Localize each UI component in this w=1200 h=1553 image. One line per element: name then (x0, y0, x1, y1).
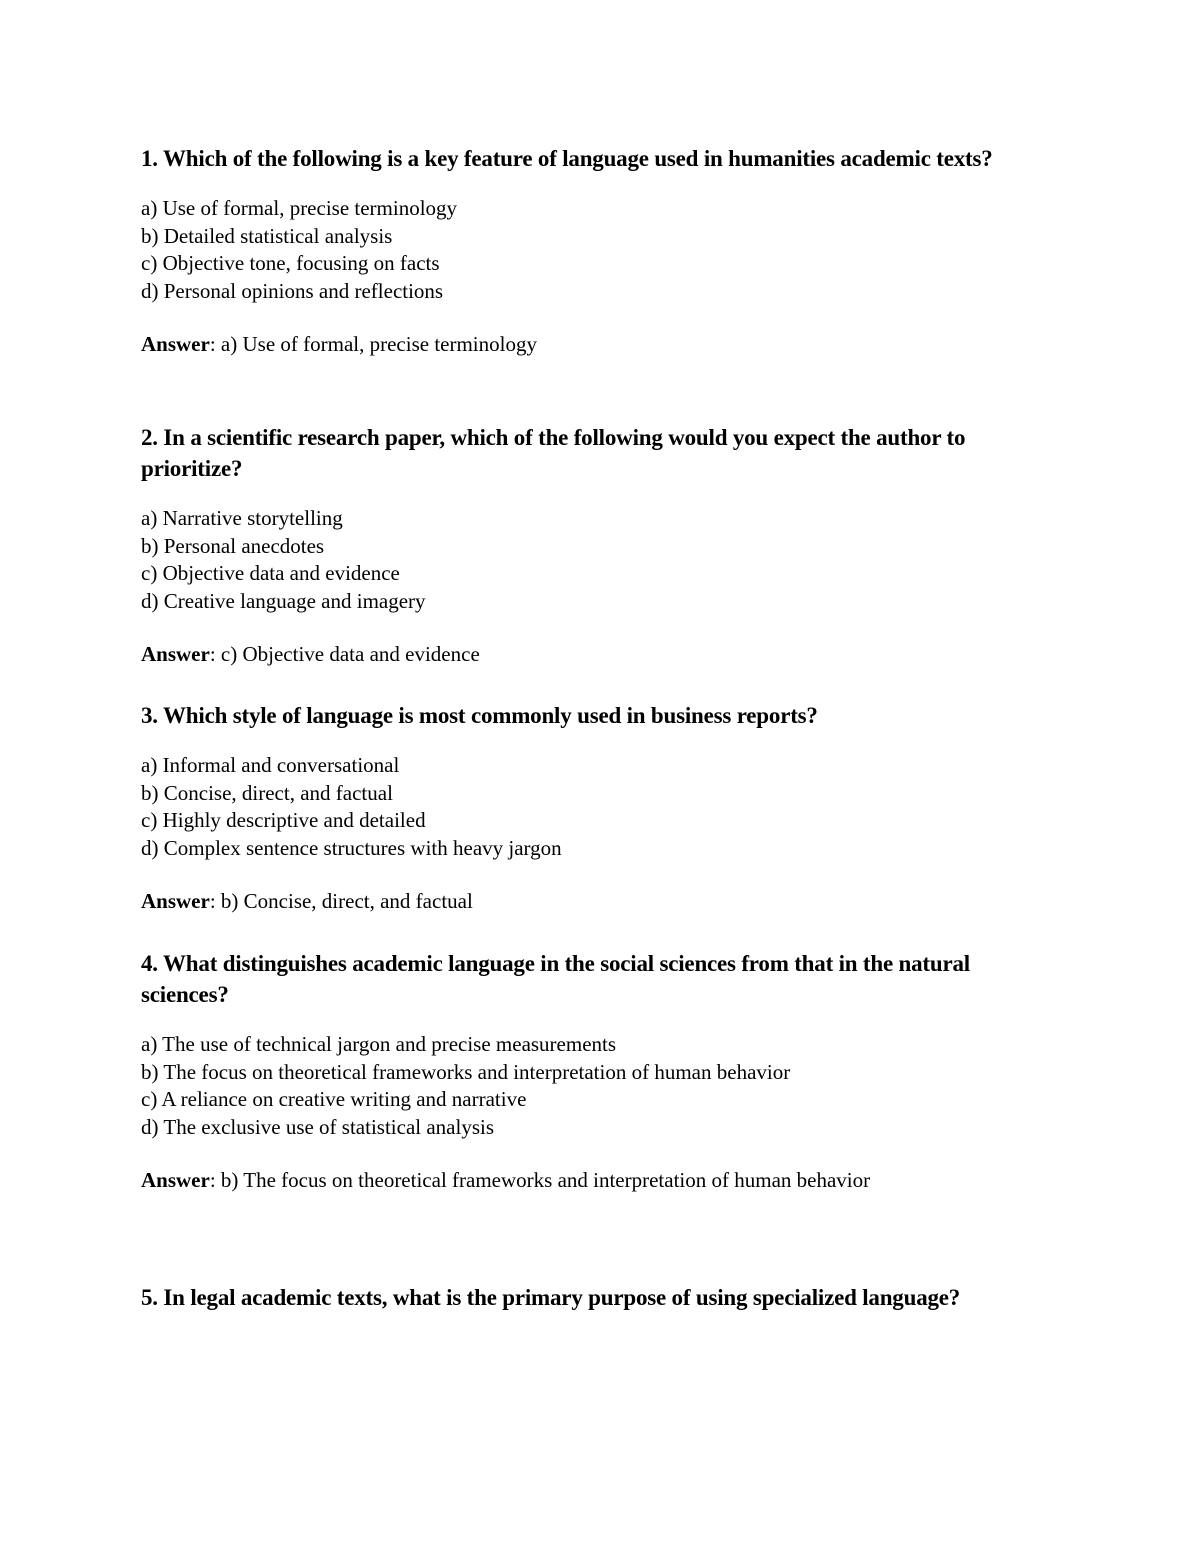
question-number: 3. (141, 703, 158, 728)
answer-label: Answer (141, 332, 210, 356)
option-b: b) Concise, direct, and factual (141, 780, 393, 805)
option-a: a) Narrative storytelling (141, 506, 343, 530)
option-a: a) The use of technical jargon and precise measurements (141, 1032, 617, 1056)
question-text: In legal academic texts, what is the primary purpose of using specialized language? (163, 1285, 961, 1310)
answer-line (141, 331, 1061, 359)
option-d: d) Personal opinions and reflections (141, 278, 444, 303)
question-number: 5. (141, 1285, 158, 1310)
question-4 (141, 948, 1061, 1195)
question-3 (141, 700, 1061, 916)
answer-text: : c) Objective data and evidence (209, 642, 480, 666)
options-list (141, 1031, 1061, 1141)
option-c: c) Objective data and evidence (141, 561, 400, 585)
option-b: b) Personal anecdotes (141, 533, 325, 558)
question-2 (141, 422, 1061, 669)
question-5 (141, 1282, 1061, 1313)
answer-label: Answer (141, 889, 210, 913)
question-title (141, 422, 1061, 484)
answer-line (141, 641, 1061, 669)
option-d: d) The exclusive use of statistical analysis (141, 1114, 495, 1139)
options-list (141, 752, 1061, 862)
question-text: Which of the following is a key feature of language used in humanities academic texts? (163, 146, 993, 171)
answer-label: Answer (141, 642, 210, 666)
answer-text: : b) The focus on theoretical frameworks and interpretation of human behavior (209, 1168, 871, 1192)
question-number: 2. (141, 425, 158, 450)
question-number: 4. (141, 951, 158, 976)
question-text: Which style of language is most commonly used in business reports? (163, 703, 818, 728)
option-a: a) Informal and conversational (141, 753, 400, 777)
question-title (141, 1282, 1061, 1313)
answer-text: : a) Use of formal, precise terminology (209, 332, 537, 356)
question-title (141, 700, 1061, 731)
option-c: c) Highly descriptive and detailed (141, 808, 426, 832)
answer-label: Answer (141, 1168, 210, 1192)
option-a: a) Use of formal, precise terminology (141, 196, 458, 220)
question-text: In a scientific research paper, which of the following would you expect the author to prioritize? (141, 425, 966, 481)
question-title (141, 948, 1061, 1010)
question-1 (141, 143, 1061, 359)
question-text: What distinguishes academic language in the social sciences from that in the natural sciences? (141, 951, 970, 1007)
question-title (141, 143, 1061, 174)
answer-text: : b) Concise, direct, and factual (209, 889, 473, 913)
option-b: b) Detailed statistical analysis (141, 223, 393, 248)
options-list (141, 505, 1061, 615)
options-list (141, 195, 1061, 305)
option-d: d) Creative language and imagery (141, 588, 426, 613)
option-d: d) Complex sentence structures with heavy jargon (141, 835, 562, 860)
option-c: c) A reliance on creative writing and narrative (141, 1087, 527, 1111)
question-number: 1. (141, 146, 158, 171)
answer-line (141, 1167, 1061, 1195)
option-b: b) The focus on theoretical frameworks and interpretation of human behavior (141, 1059, 791, 1084)
option-c: c) Objective tone, focusing on facts (141, 251, 440, 275)
answer-line (141, 888, 1061, 916)
